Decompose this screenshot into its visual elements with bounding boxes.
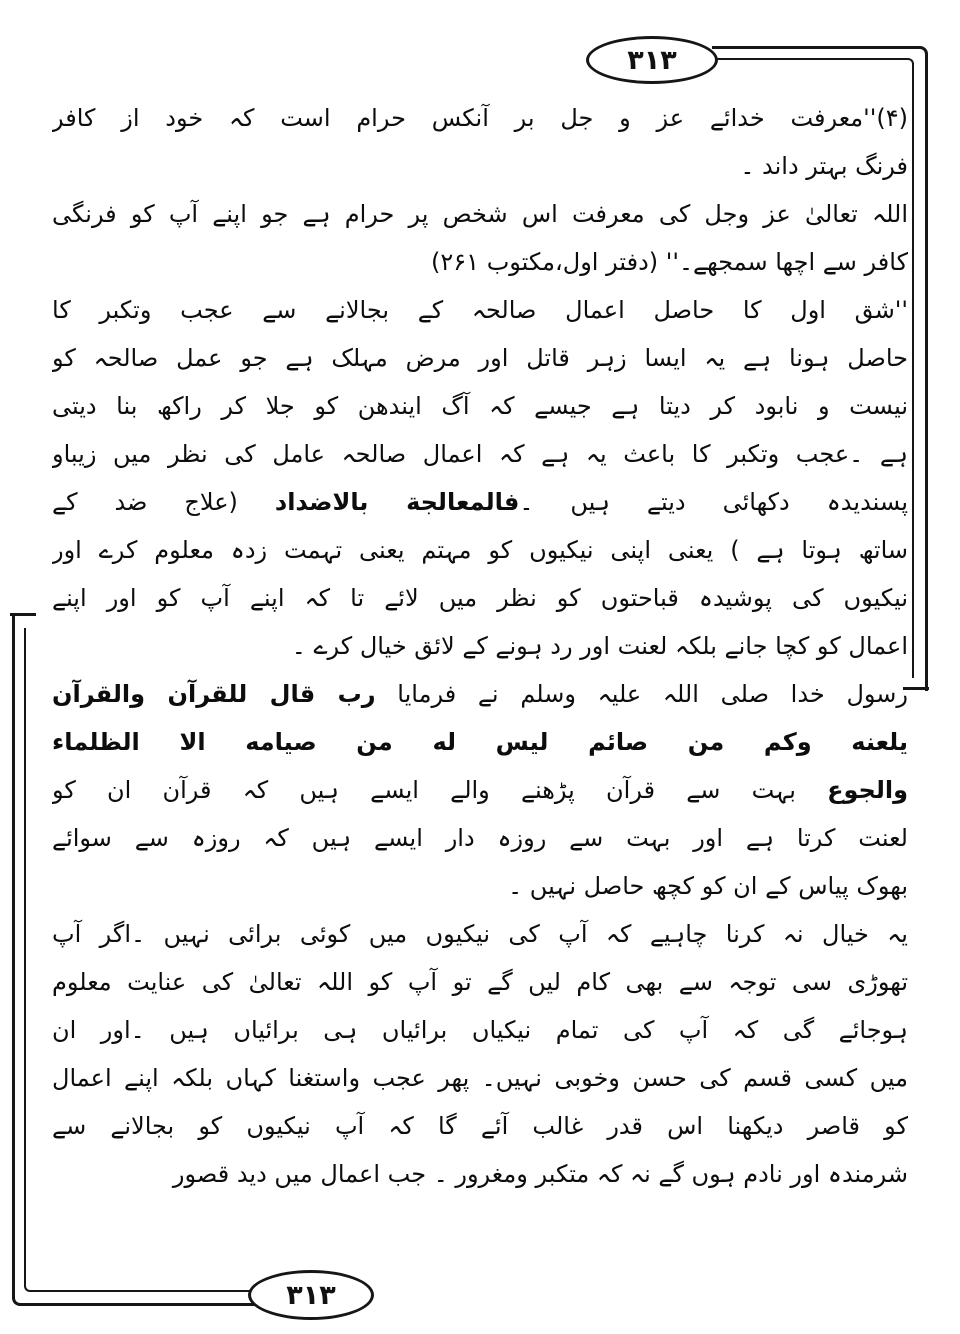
text-line bbox=[52, 622, 908, 670]
text-line bbox=[52, 382, 908, 430]
text-segment-bold: رب قال للقرآن والقرآن bbox=[52, 680, 376, 708]
text-segment: حاصل ہونا ہے یہ ایسا زہر قاتل اور مرض مہلک ہے جو عمل صالحہ کو bbox=[52, 344, 908, 372]
text-segment: اللہ تعالیٰ عز وجل کی معرفت اس شخص پر حرام ہے جو اپنے آپ کو فرنگی bbox=[52, 200, 908, 228]
text-line bbox=[52, 286, 908, 334]
text-line bbox=[52, 238, 908, 286]
text-segment: ہوجائے گی کہ آپ کی تمام نیکیاں برائیاں ہی برائیاں ہیں ۔اور ان bbox=[52, 1016, 908, 1044]
text-line bbox=[52, 94, 908, 142]
text-line bbox=[52, 910, 908, 958]
text-segment: (۴)''معرفت خدائے عز و جل بر آنکس حرام است کہ خود از کافر bbox=[52, 104, 908, 132]
text-segment: تھوڑی سی توجہ سے بھی کام لیں گے تو آپ کو اللہ تعالیٰ کی عنایت معلوم bbox=[52, 968, 908, 996]
text-segment: یہ خیال نہ کرنا چاہیے کہ آپ کی نیکیوں میں کوئی برائی نہیں ۔اگر آپ bbox=[52, 920, 908, 948]
text-line bbox=[52, 526, 908, 574]
text-line bbox=[52, 142, 908, 190]
text-segment: کافر سے اچھا سمجھے۔'' (دفتر اول،مکتوب ۲۶۱) bbox=[431, 248, 908, 276]
text-segment-bold: والجوع bbox=[827, 776, 908, 804]
text-line bbox=[52, 1102, 908, 1150]
text-line bbox=[52, 718, 908, 766]
text-line bbox=[52, 190, 908, 238]
text-line bbox=[52, 670, 908, 718]
text-line bbox=[52, 958, 908, 1006]
text-segment: (علاج ضد کے bbox=[52, 488, 275, 516]
text-line bbox=[52, 478, 908, 526]
text-line bbox=[52, 814, 908, 862]
text-segment: کو قاصر دیکھنا اس قدر غالب آئے گا کہ آپ نیکیوں کو بجالانے سے bbox=[52, 1112, 908, 1140]
text-segment: رسول خدا صلی اللہ علیہ وسلم نے فرمایا bbox=[375, 680, 908, 708]
text-segment: ''شق اول کا حاصل اعمال صالحہ کے بجالانے سے عجب وتکبر کا bbox=[52, 296, 908, 324]
text-line bbox=[52, 862, 908, 910]
text-segment: شرمندہ اور نادم ہوں گے نہ کہ متکبر ومغرور ۔ جب اعمال میں دید قصور bbox=[172, 1160, 908, 1188]
text-segment: پسندیدہ دکھائی دیتے ہیں ۔ bbox=[519, 488, 908, 516]
text-line bbox=[52, 1150, 908, 1198]
page-number-top bbox=[586, 36, 718, 84]
text-line bbox=[52, 430, 908, 478]
text-line bbox=[52, 1006, 908, 1054]
text-segment: میں کسی قسم کی حسن وخوبی نہیں۔ پھر عجب واستغنا کہاں بلکہ اپنے اعمال bbox=[52, 1064, 908, 1092]
frame-bottom-left-endcap bbox=[10, 613, 36, 616]
text-segment-bold: فالمعالجة بالاضداد bbox=[274, 488, 520, 516]
text-block bbox=[52, 94, 908, 1224]
text-segment-bold: یلعنه وکم من صائم لیس له من صیامه الا الظلماء bbox=[52, 728, 908, 756]
text-segment: نیست و نابود کر دیتا ہے جیسے کہ آگ ایندھن کو جلا کر راکھ بنا دیتی bbox=[52, 392, 908, 420]
page-number-top-value: ۳۱۳ bbox=[627, 44, 677, 76]
text-segment: لعنت کرتا ہے اور بہت سے روزہ دار ایسے ہیں کہ روزہ سے سوائے bbox=[52, 824, 908, 852]
text-segment: بھوک پیاس کے ان کو کچھ حاصل نہیں ۔ bbox=[508, 872, 908, 900]
text-segment: ہے ۔عجب وتکبر کا باعث یہ ہے کہ اعمال صالحہ عامل کی نظر میں زیباو bbox=[52, 440, 908, 468]
text-segment: فرنگ بہتر داند ۔ bbox=[740, 152, 908, 180]
text-line bbox=[52, 574, 908, 622]
text-segment: نیکیوں کی پوشیدہ قباحتوں کو نظر میں لائے تا کہ اپنے آپ کو اور اپنے bbox=[52, 584, 908, 612]
text-line bbox=[52, 766, 908, 814]
text-segment: اعمال کو کچا جانے بلکہ لعنت اور رد ہونے کے لائق خیال کرے ۔ bbox=[291, 632, 908, 660]
text-segment: ساتھ ہوتا ہے ) یعنی اپنی نیکیوں کو مہتم یعنی تہمت زدہ معلوم کرے اور bbox=[52, 536, 908, 564]
page-number-bottom bbox=[248, 1270, 374, 1320]
page-number-bottom-value: ۳۱۳ bbox=[286, 1279, 336, 1311]
text-line bbox=[52, 334, 908, 382]
text-line bbox=[52, 1054, 908, 1102]
text-segment: بہت سے قرآن پڑھنے والے ایسے ہیں کہ قرآن ان کو bbox=[52, 776, 828, 804]
